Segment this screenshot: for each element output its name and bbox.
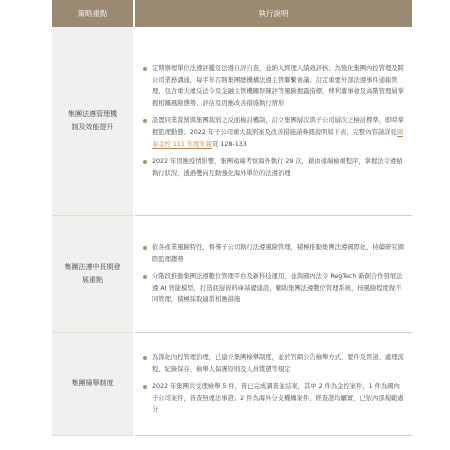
bullet-item: 定期辦理單位法遵評鑑及法遵自評自查，並納入經理人績效評核；為強化集團內控管理及跨公司業務溝通，每半年召開集團總機構法遵主管聯繫會議；訂定重要外部法遵事件通報管理，包含重大違反法令及金融主管機關祭陳評等風險揭露指標，俾利董事會及高階管理層掌握相關風險態勢、評估及因應改善措施執行情形 [143, 63, 406, 109]
bullet-item: 為深化內控管理治理，已建立集團檢舉制度，並於官網公告檢舉方式、要件及管道、處理流程、紀錄保存、檢舉人保護原則及人員獎懲等規定 [143, 352, 406, 375]
bullet-text-tail: 頁 128-133 [212, 140, 247, 148]
strategy-cell: 集團法遵管理機制及效能提升 [52, 27, 134, 215]
bullet-text: 設置同業裁罰與集團裁罰之反面檢討機制，訂立集團層次與子公司層次之檢討標準，即時掌握監理動態；2022 年子公司重大裁罰案及改善措施請參閱說明如下表，完整內容請詳見 [152, 117, 404, 137]
header-description: 執行說明 [134, 0, 412, 27]
bullet-item: 2022 年因應疫情影響，集團遠端考察海外執行 29 次，藉由遠端檢視程序，掌握法令遵循執行狀況，透過雙向互動強化海外單位的法遵治理 [143, 156, 406, 179]
bullet-item: 2022 年集團共受理檢舉 5 件，皆已完成調查並結案，其中 2 件為金控案件，1 件為國內子公司案件，皆查無違法事證；2 件為海外分支機構案件，經查證均屬實，已依內部規範處分 [143, 381, 406, 416]
bullet-item [143, 115, 406, 150]
header-strategy: 策略重點 [52, 0, 134, 27]
strategy-cell: 集團檢舉制度 [52, 332, 134, 435]
table-row [52, 27, 412, 215]
strategy-table [52, 0, 412, 436]
table-row [52, 215, 412, 332]
bullet-item: 依各產業風險特性，督導子公司執行法遵風險管理，積極推動集團法遵國際化，持續研究國際監理趨勢 [143, 242, 406, 265]
description-cell [134, 215, 412, 332]
table-row [52, 332, 412, 435]
bullet-item: 分階段推動集團法遵數位管理平台及新科技運用，並與國內法令 RegTech 新創合作發展法遵 AI 智能模型，打造底層資料庫基礎建設，輔助集團法遵數位管理系統，按風險程度做不同管理，積極採取適當相應措施 [143, 271, 406, 306]
annual-report-link[interactable]: 國泰金控 111 年度年報 [152, 129, 404, 148]
description-cell [134, 27, 412, 215]
strategy-cell: 集團法遵中長期發展重點 [52, 215, 134, 332]
table-header-row [52, 0, 412, 27]
description-cell [134, 332, 412, 435]
